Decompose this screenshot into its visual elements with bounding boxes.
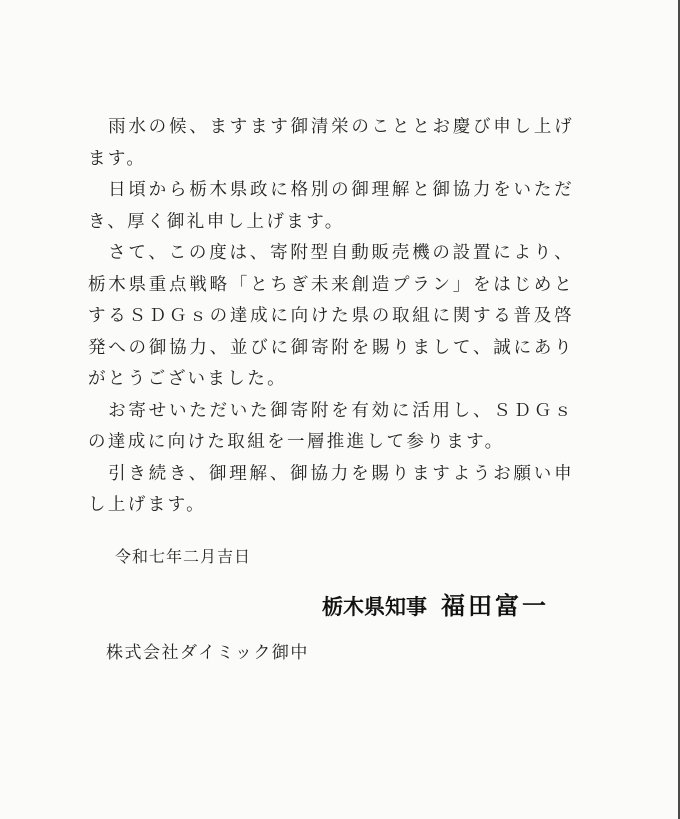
paragraph-usage: お寄せいただいた御寄附を有効に活用し、ＳＤＧｓの達成に向けた取組を一層推進して参ります。 xyxy=(88,400,574,452)
letter-date: 令和七年二月吉日 xyxy=(115,547,252,566)
paragraph-thanks: 日頃から栃木県政に格別の御理解と御協力をいただき、厚く御礼申し上げます。 xyxy=(88,180,574,232)
paragraph-closing: 引き続き、御理解、御協力を賜りますようお願い申し上げます。 xyxy=(88,463,574,515)
signer-block xyxy=(322,586,549,621)
signer-name: 福田富一 xyxy=(441,591,549,620)
signer-title: 栃木県知事 xyxy=(322,594,427,619)
letter-body xyxy=(88,112,574,522)
recipient: 株式会社ダイミック御中 xyxy=(106,643,309,663)
paragraph-donation: さて、この度は、寄附型自動販売機の設置により、栃木県重点戦略「とちぎ未来創造プラン」をはじめとするＳＤＧｓの達成に向けた県の取組に関する普及啓発への御協力、並びに御寄附を賜りまして、誠にありがとうございました。 xyxy=(88,243,574,389)
paragraph-greeting: 雨水の候、ますます御清栄のこととお慶び申し上げます。 xyxy=(88,117,574,169)
